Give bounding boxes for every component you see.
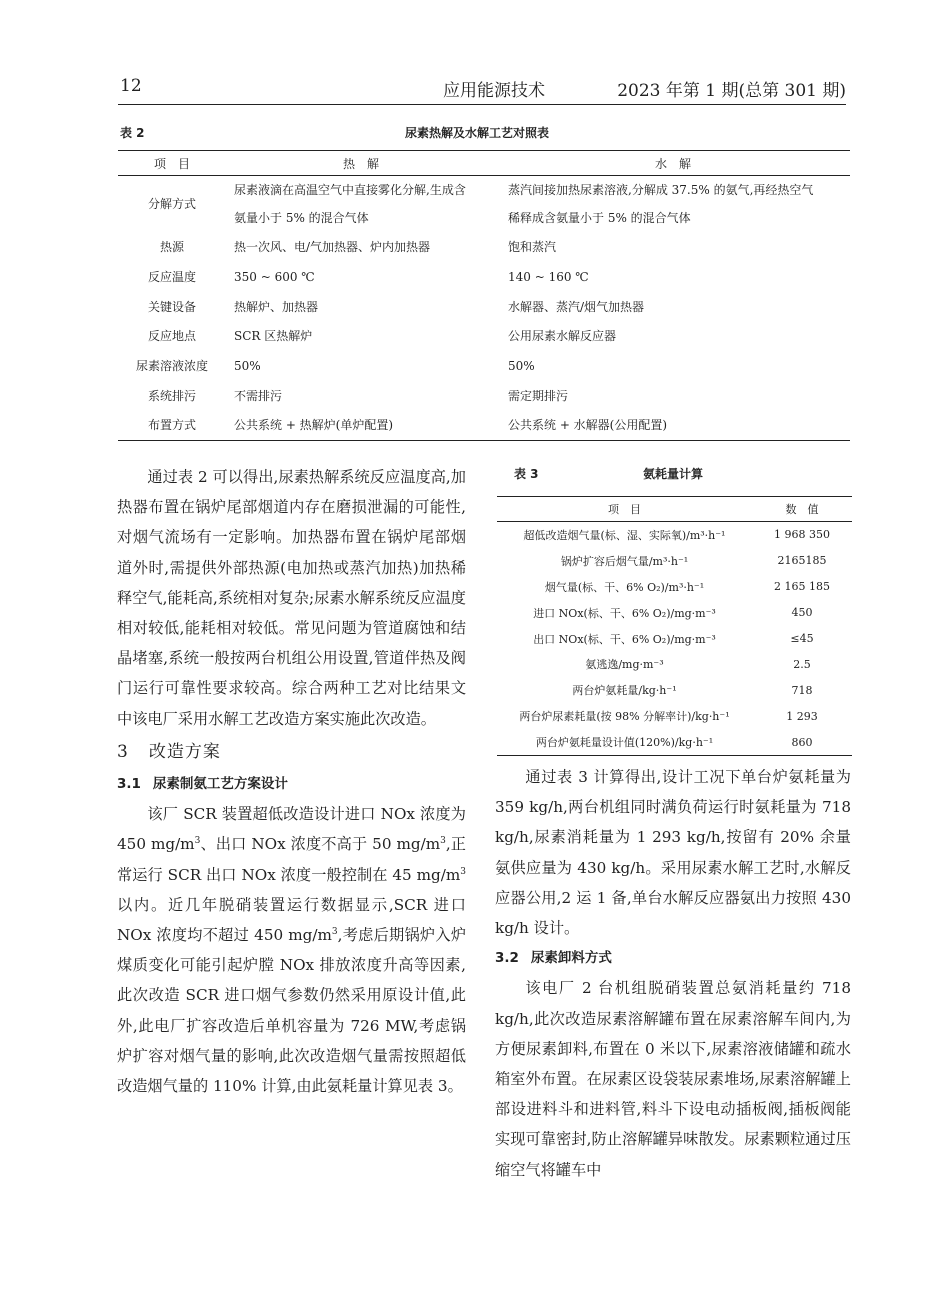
table-row [497, 651, 852, 677]
table-cell: ≤45 [790, 632, 814, 645]
table-cell [496, 176, 850, 233]
table-row [118, 380, 850, 410]
cell-line: 蒸汽间接加热尿素溶液,分解成 37.5% 的氨气,再经热空气 [508, 183, 814, 197]
table-cell: 布置方式 [118, 410, 226, 440]
cell-line: 稀释成含氨量小于 5% 的混合气体 [508, 211, 691, 225]
table-cell: 热解炉、加热器 [234, 299, 319, 314]
table-row [497, 574, 852, 600]
table-row [497, 600, 852, 626]
table-cell: 反应温度 [147, 270, 196, 285]
table-cell: 140 ~ 160 ℃ [508, 269, 589, 284]
table-row [118, 232, 850, 262]
subsection-heading [117, 769, 466, 799]
journal-name: 应用能源技术 [443, 81, 545, 101]
cell-line: 尿素液滴在高温空气中直接雾化分解,生成含 [234, 183, 466, 197]
table-cell: 1 968 350 [774, 528, 830, 542]
table-row [118, 351, 850, 381]
table3-header-item: 项 目 [497, 497, 752, 522]
table-cell: 两台炉尿素耗量(按 98% 分解率计)/kg·h⁻¹ [519, 710, 730, 724]
table-row [118, 291, 850, 321]
table2-header-hydrolysis: 水 解 [496, 151, 850, 176]
table-cell: 分解方式 [147, 197, 196, 211]
table3 [497, 496, 852, 756]
subsection-title: 尿素制氨工艺方案设计 [152, 776, 288, 793]
table-cell: 2165185 [777, 554, 827, 568]
table-cell: SCR 区热解炉 [234, 329, 313, 344]
table-row [497, 522, 852, 548]
page-number: 12 [120, 76, 142, 96]
table-row [118, 410, 850, 440]
table2-title: 尿素热解及水解工艺对照表 [405, 126, 550, 140]
table-cell: 公共系统 + 水解器(公用配置) [496, 410, 850, 440]
table-row [497, 677, 852, 703]
table-cell: 公用尿素水解反应器 [508, 329, 617, 344]
text-run: 、出口 NOx 浓度不高于 50 mg/m [200, 835, 441, 854]
table2-header-pyrolysis: 热 解 [226, 151, 496, 176]
table-cell: 锅炉扩容后烟气量/m³·h⁻¹ [560, 554, 689, 568]
subsection-title: 尿素卸料方式 [530, 950, 612, 967]
subsection-heading [495, 943, 851, 973]
table-cell: 不需排污 [234, 388, 283, 403]
table-row [497, 729, 852, 755]
table-cell: 两台炉氨耗量设计值(120%)/kg·h⁻¹ [497, 729, 752, 755]
table-cell: 出口 NOx(标、干、6% O₂)/mg·m⁻³ [533, 632, 716, 646]
table-cell: 尿素溶液浓度 [135, 359, 208, 374]
table-cell: 氨逃逸/mg·m⁻³ [585, 658, 664, 672]
table-cell: 水解器、蒸汽/烟气加热器 [508, 299, 645, 314]
table-cell: 860 [752, 729, 852, 755]
table-row [118, 321, 850, 351]
table3-label: 表 3 [514, 467, 539, 481]
section-number: 3 [117, 741, 129, 762]
table-cell: 需定期排污 [508, 388, 569, 403]
superscript: 3 [460, 866, 466, 877]
section-heading [117, 737, 466, 767]
section-title: 改造方案 [148, 741, 221, 762]
table2-label: 表 2 [120, 126, 145, 140]
table-cell: 50% [508, 358, 535, 373]
header-rule [118, 104, 846, 105]
left-column [117, 462, 466, 1101]
text-run: 该厂 SCR 装置超低改造设计进口 NOx 浓度为 450 mg/m [117, 805, 466, 854]
text-run: ,考虑后期锅炉入炉煤质变化可能引起炉膛 NOx 排放浓度升高等因素,此次改造 SCR 进口烟气参数仍然采用原设计值,此外,此电厂扩容改造后单机容量为 726 MW,考虑锅炉扩容对烟气量的影响,此次改造烟气量需按照超低改造烟气量的 110% 计算,由此氨耗量计算见表 3。 [117, 926, 467, 1096]
superscript: 3 [331, 926, 338, 937]
table-row [497, 703, 852, 729]
table-cell: 进口 NOx(标、干、6% O₂)/mg·m⁻³ [533, 606, 716, 620]
cell-line: 氨量小于 5% 的混合气体 [234, 211, 369, 225]
subsection-number: 3.2 [495, 950, 519, 967]
table-row [497, 548, 852, 574]
table-row [118, 262, 850, 292]
text-run: ,正常运行 SCR 出口 NOx 浓度一般控制在 45 mg/m [117, 835, 466, 884]
table-cell [226, 176, 496, 233]
table3-title: 氨耗量计算 [643, 467, 704, 481]
issue-info: 2023 年第 1 期(总第 301 期) [617, 81, 846, 101]
table-cell: 1 293 [786, 709, 818, 723]
table2-header-row [118, 151, 850, 176]
subsection-number: 3.1 [117, 776, 141, 793]
superscript: 3 [440, 836, 446, 847]
paragraph: 通过表 2 可以得出,尿素热解系统反应温度高,加热器布置在锅炉尾部烟道内存在磨损泄漏的可能性,对烟气流场有一定影响。加热器布置在锅炉尾部烟道外时,需提供外部热源(电加热或蒸汽加热)加热稀释空气,能耗高,系统相对复杂;尿素水解系统反应温度相对较低,能耗相对较低。常见问题为管道腐蚀和结晶堵塞,系统一般按两台机组公用设置,管道伴热及阀门运行可靠性要求较高。综合两种工艺对比结果文中该电厂采用水解工艺改造方案实施此次改造。 [117, 468, 466, 728]
table-row [497, 626, 852, 652]
table-cell: 热一次风、电/气加热器、炉内加热器 [234, 240, 431, 255]
table-cell: 反应地点 [147, 329, 196, 344]
table2-header-item: 项 目 [118, 151, 226, 176]
table-cell: 饱和蒸汽 [508, 240, 557, 255]
table3-header-row [497, 497, 852, 522]
table-cell: 超低改造烟气量(标、湿、实际氧)/m³·h⁻¹ [523, 528, 726, 542]
table-cell: 2.5 [793, 657, 811, 671]
table2 [118, 150, 850, 441]
table-cell: 公共系统 + 热解炉(单炉配置) [226, 410, 496, 440]
paragraph: 该电厂 2 台机组脱硝装置总氨消耗量约 718 kg/h,此次改造尿素溶解罐布置在尿素溶解车间内,为方便尿素卸料,布置在 0 米以下,尿素溶液储罐和疏水箱室外布置。在尿素区设袋装尿素堆场,尿素溶解罐上部设进料斗和进料管,料斗下设电动插板阀,插板阀能实现可靠密封,防止溶解罐异味散发。尿素颗粒通过压缩空气将罐车中 [495, 979, 851, 1179]
table-cell: 热源 [159, 240, 184, 255]
paragraph [117, 799, 466, 1101]
table-cell: 350 ~ 600 ℃ [234, 269, 315, 284]
paragraph: 通过表 3 计算得出,设计工况下单台炉氨耗量为 359 kg/h,两台机组同时满负荷运行时氨耗量为 718 kg/h,尿素消耗量为 1 293 kg/h,按留有 20% 余量氨供应量为 430 kg/h。采用尿素水解工艺时,水解反应器公用,2 运 1 备,单台水解反应器氨出力按照 430 kg/h 设计。 [495, 768, 851, 938]
right-column [495, 762, 851, 1185]
table-cell: 烟气量(标、干、6% O₂)/m³·h⁻¹ [544, 580, 705, 594]
table-cell: 450 [791, 606, 813, 620]
table-cell: 系统排污 [147, 388, 196, 403]
table-cell: 50% [234, 358, 261, 373]
table3-header-value: 数 值 [752, 497, 852, 522]
table-cell: 2 165 185 [774, 580, 830, 594]
table-row [118, 176, 850, 233]
superscript: 3 [194, 836, 201, 847]
table-cell: 718 [791, 683, 813, 697]
table-cell: 两台炉氨耗量/kg·h⁻¹ [572, 684, 677, 698]
table-cell: 关键设备 [147, 299, 196, 314]
text-run: 以内。近几年脱硝装置运行数据显示,SCR 进口 NOx 浓度均不超过 450 mg/m [117, 895, 466, 945]
